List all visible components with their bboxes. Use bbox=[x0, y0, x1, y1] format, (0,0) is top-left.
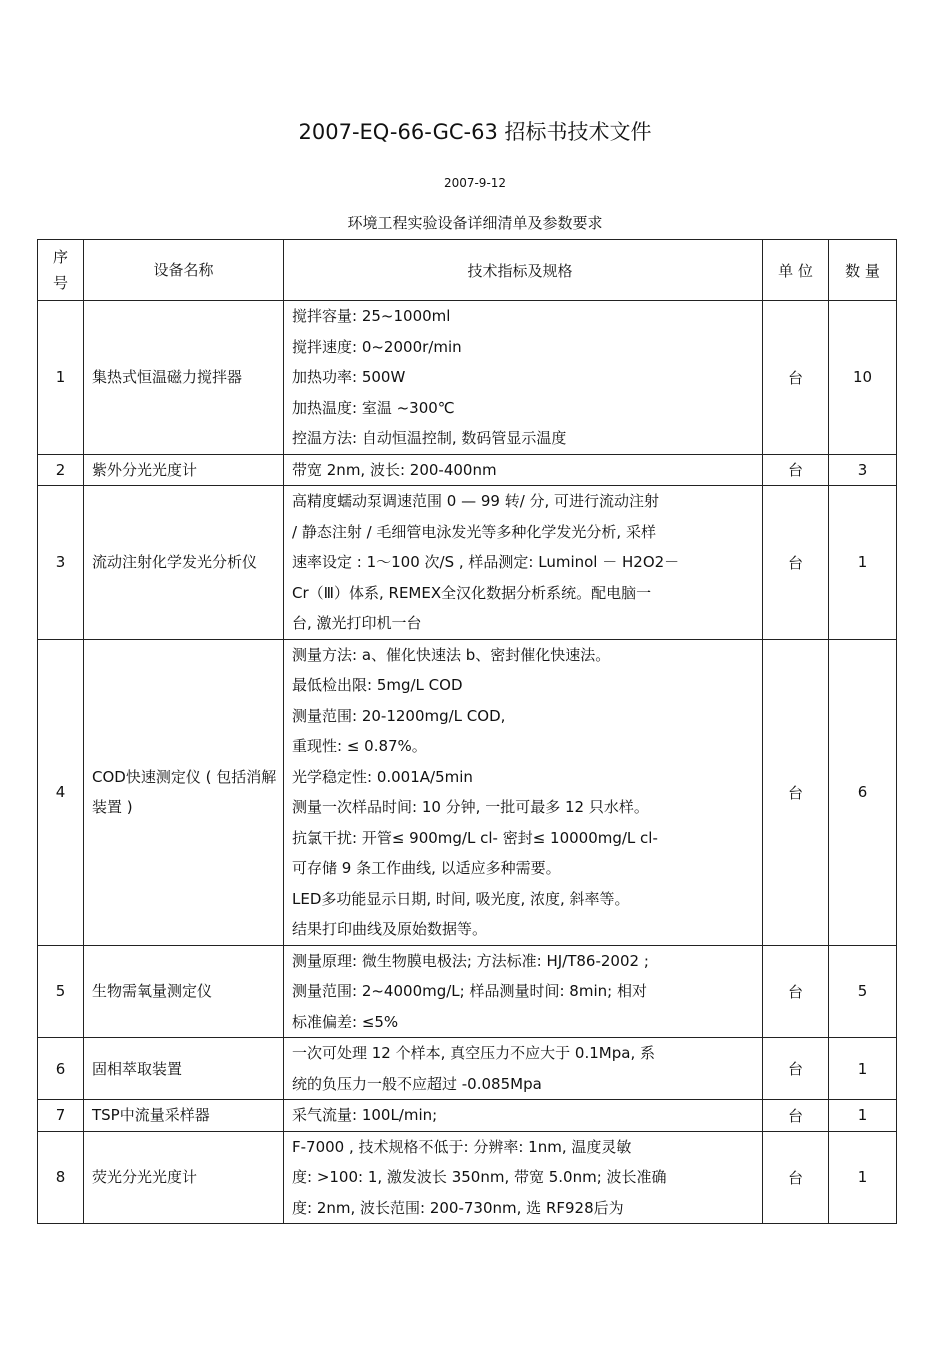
equipment-qty: 1 bbox=[829, 486, 897, 640]
equipment-spec bbox=[284, 1038, 763, 1100]
equipment-qty: 6 bbox=[829, 639, 897, 945]
header-seq bbox=[38, 240, 84, 301]
row-number: 2 bbox=[38, 454, 84, 486]
header-unit: 单 位 bbox=[763, 240, 829, 301]
equipment-unit: 台 bbox=[763, 945, 829, 1038]
equipment-unit: 台 bbox=[763, 1038, 829, 1100]
equipment-name: 集热式恒温磁力搅拌器 bbox=[84, 301, 284, 455]
spec-line: 采气流量: 100L/min; bbox=[292, 1106, 438, 1124]
equipment-name: COD快速测定仪 ( 包括消解装置 ) bbox=[84, 639, 284, 945]
header-name: 设备名称 bbox=[84, 240, 284, 301]
table-row bbox=[38, 639, 897, 945]
equipment-unit: 台 bbox=[763, 1131, 829, 1224]
equipment-spec bbox=[284, 486, 763, 640]
spec-line: 测量方法: a、催化快速法 b、密封催化快速法。 bbox=[292, 645, 611, 664]
spec-line: 统的负压力一般不应超过 -0.085Mpa bbox=[292, 1074, 542, 1093]
equipment-name: 生物需氧量测定仪 bbox=[84, 945, 284, 1038]
table-row bbox=[38, 945, 897, 1038]
table-row bbox=[38, 1131, 897, 1224]
spec-line: 度: 2nm, 波长范围: 200-730nm, 选 RF928后为 bbox=[292, 1198, 624, 1217]
equipment-unit: 台 bbox=[763, 639, 829, 945]
equipment-qty: 1 bbox=[829, 1038, 897, 1100]
spec-line: 加热功率: 500W bbox=[292, 368, 406, 386]
equipment-name: 固相萃取装置 bbox=[84, 1038, 284, 1100]
equipment-qty: 10 bbox=[829, 301, 897, 455]
spec-line: 标准偏差: ≤5% bbox=[292, 1012, 399, 1031]
spec-line: 重现性: ≤ 0.87%。 bbox=[292, 737, 427, 755]
row-number: 3 bbox=[38, 486, 84, 640]
document-title: 2007-EQ-66-GC-63 招标书技术文件 bbox=[298, 120, 652, 144]
equipment-qty: 1 bbox=[829, 1131, 897, 1224]
row-number: 1 bbox=[38, 301, 84, 455]
equipment-spec bbox=[284, 639, 763, 945]
spec-line: LED多功能显示日期, 时间, 吸光度, 浓度, 斜率等。 bbox=[292, 889, 630, 908]
spec-line: 度: >100: 1, 激发波长 350nm, 带宽 5.0nm; 波长准确 bbox=[292, 1168, 667, 1186]
table-row bbox=[38, 1038, 897, 1100]
equipment-spec bbox=[284, 301, 763, 455]
spec-line: 测量范围: 2~4000mg/L; 样品测量时间: 8min; 相对 bbox=[292, 982, 647, 1000]
equipment-spec bbox=[284, 1100, 763, 1132]
spec-line: 光学稳定性: 0.001A/5min bbox=[292, 767, 473, 786]
table-header-row bbox=[38, 240, 897, 301]
spec-line: 控温方法: 自动恒温控制, 数码管显示温度 bbox=[292, 429, 567, 447]
equipment-name: 流动注射化学发光分析仪 bbox=[84, 486, 284, 640]
equipment-unit: 台 bbox=[763, 1100, 829, 1132]
spec-line: 高精度蠕动泵调速范围 0 — 99 转/ 分, 可进行流动注射 bbox=[292, 492, 660, 510]
table-row bbox=[38, 486, 897, 640]
spec-line: 速率设定 : 1～100 次/S , 样品测定: Luminol － H2O2－ bbox=[292, 553, 680, 571]
spec-line: 可存储 9 条工作曲线, 以适应多种需要。 bbox=[292, 859, 561, 877]
table-row bbox=[38, 301, 897, 455]
document-date: 2007-9-12 bbox=[443, 176, 507, 190]
spec-line: 抗氯干扰: 开管≤ 900mg/L cl- 密封≤ 10000mg/L cl- bbox=[292, 828, 658, 847]
spec-line: / 静态注射 / 毛细管电泳发光等多种化学发光分析, 采样 bbox=[292, 522, 656, 541]
equipment-name: TSP中流量采样器 bbox=[84, 1100, 284, 1132]
equipment-qty: 1 bbox=[829, 1100, 897, 1132]
spec-line: 结果打印曲线及原始数据等。 bbox=[292, 920, 488, 938]
equipment-table bbox=[37, 239, 897, 1224]
row-number: 8 bbox=[38, 1131, 84, 1224]
header-qty: 数 量 bbox=[829, 240, 897, 301]
header-seq-line1: 序 bbox=[52, 248, 68, 266]
equipment-qty: 5 bbox=[829, 945, 897, 1038]
equipment-name: 荧光分光光度计 bbox=[84, 1131, 284, 1224]
spec-line: Cr（Ⅲ）体系, REMEX全汉化数据分析系统。配电脑一 bbox=[292, 583, 652, 602]
spec-line: 一次可处理 12 个样本, 真空压力不应大于 0.1Mpa, 系 bbox=[292, 1044, 655, 1062]
header-seq-line2: 号 bbox=[52, 274, 68, 292]
spec-line: 台, 激光打印机一台 bbox=[292, 614, 422, 632]
header-spec: 技术指标及规格 bbox=[284, 240, 763, 301]
document-subtitle: 环境工程实验设备详细清单及参数要求 bbox=[347, 214, 603, 232]
spec-line: 测量范围: 20-1200mg/L COD, bbox=[292, 706, 506, 725]
equipment-unit: 台 bbox=[763, 301, 829, 455]
equipment-spec bbox=[284, 945, 763, 1038]
equipment-spec bbox=[284, 1131, 763, 1224]
spec-line: 加热温度: 室温 ~300℃ bbox=[292, 398, 455, 417]
equipment-name: 紫外分光光度计 bbox=[84, 454, 284, 486]
equipment-unit: 台 bbox=[763, 454, 829, 486]
spec-line: 带宽 2nm, 波长: 200-400nm bbox=[292, 460, 497, 479]
spec-line: F-7000 , 技术规格不低于: 分辨率: 1nm, 温度灵敏 bbox=[292, 1137, 632, 1156]
table-row bbox=[38, 1100, 897, 1132]
spec-line: 搅拌容量: 25~1000ml bbox=[292, 307, 451, 325]
equipment-qty: 3 bbox=[829, 454, 897, 486]
row-number: 6 bbox=[38, 1038, 84, 1100]
spec-line: 测量一次样品时间: 10 分钟, 一批可最多 12 只水样。 bbox=[292, 798, 649, 816]
equipment-spec bbox=[284, 454, 763, 486]
equipment-unit: 台 bbox=[763, 486, 829, 640]
row-number: 4 bbox=[38, 639, 84, 945]
spec-line: 搅拌速度: 0~2000r/min bbox=[292, 337, 462, 356]
spec-line: 最低检出限: 5mg/L COD bbox=[292, 676, 463, 694]
row-number: 7 bbox=[38, 1100, 84, 1132]
row-number: 5 bbox=[38, 945, 84, 1038]
spec-line: 测量原理: 微生物膜电极法; 方法标准: HJ/T86-2002 ; bbox=[292, 951, 649, 970]
table-row bbox=[38, 454, 897, 486]
